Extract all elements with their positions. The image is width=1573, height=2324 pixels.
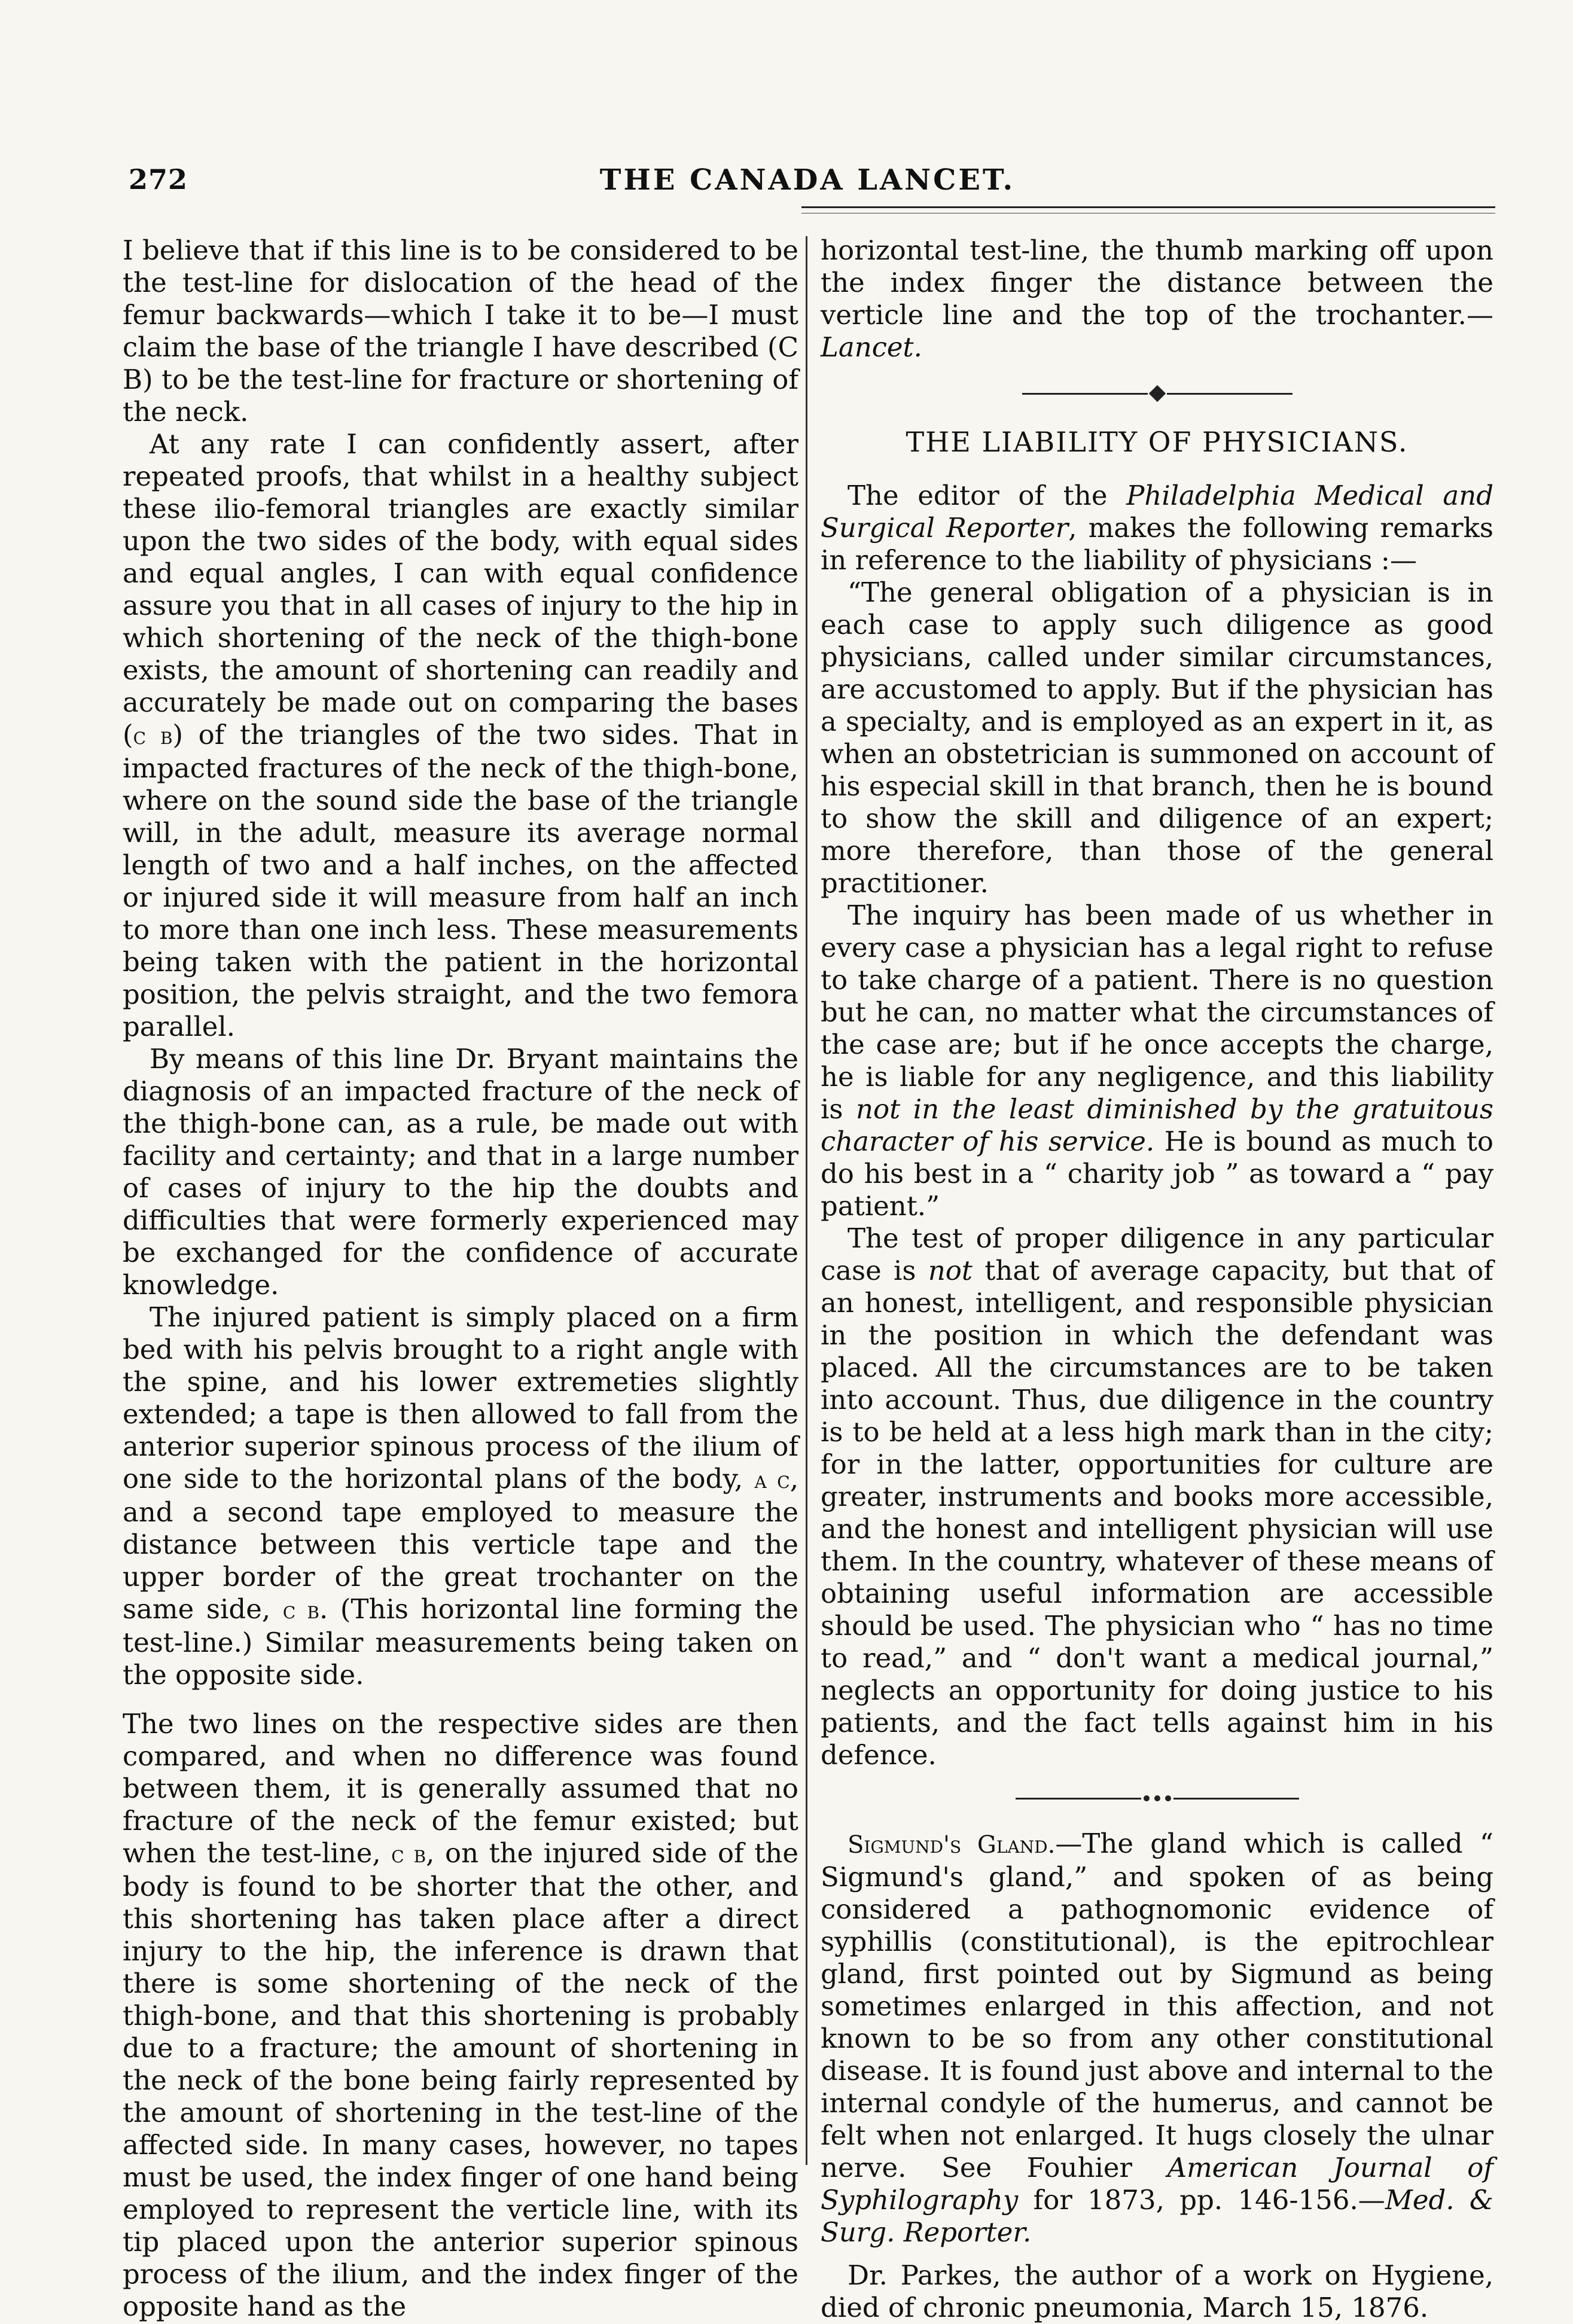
paragraph: Sigmund's Gland.—The gland which is called “ Sigmund's gland,” and spoken of as being considered a pathognomonic evidence of syphillis (constitutional), is the epitrochlear gland, first pointed out by Sigmund as being sometimes enlarged in this affection, and not known to be so from any other constitutional disease. It is found just above and internal to the internal condyle of the humerus, and cannot be felt when not enlarged. It hugs closely the ulnar nerve. See Fouhier American Journal of Syphilography for 1873, pp. 146-156.—Med. & Surg. Reporter. <box>821 1828 1493 2248</box>
journal-title: Philadelphia Medical and Surgical Reporter <box>821 480 1493 544</box>
quotation-paragraph: “The general obligation of a physician is in each case to apply such diligence as good physicians, called under similar circumstances, are accustomed to apply. But if the physician has a specialty, and is employed as an expert in it, as when an obstetrician is summoned on account of his especial skill in that branch, then he is bound to show the skill and diligence of an expert; more therefore, than those of the general practitioner. <box>821 577 1493 899</box>
article-title: Sigmund's Gland. <box>848 1831 1056 1859</box>
paragraph: I believe that if this line is to be considered to be the test-line for dislocation of the head of the femur backwards—which I take it to be—I must claim the base of the triangle I have described (C B) to be the test-line for fracture or shortening of the neck. <box>123 234 798 428</box>
label-cb: c b <box>282 1597 319 1624</box>
label-cb: c b <box>133 722 173 750</box>
label-cb: c b <box>391 1841 426 1868</box>
emphasis: not <box>928 1255 973 1286</box>
paragraph: The inquiry has been made of us whether in every case a physician has a legal right to refuse to take charge of a patient. There is no question but he can, no matter what the circumstances of the case are; but if he once accepts the charge, he is liable for any negligence, and this liability is not in the least diminished by the gratuitous character of his service. He is bound as much to do his best in a “ charity job ” as toward a “ pay patient.” <box>821 899 1493 1222</box>
paragraph: horizontal test-line, the thumb marking off upon the index finger the distance between the verticle line and the top of the trochanter.—Lancet. <box>821 234 1493 363</box>
emphasis: not in the least diminished by the gratuitous character of his service. <box>821 1093 1493 1157</box>
header-rule-thin <box>801 213 1495 214</box>
paragraph: The injured patient is simply placed on a firm bed with his pelvis brought to a right angle with the spine, and his lower extremeties slightly extended; a tape is then allowed to fall from the anterior superior spinous process of the ilium of one side to the horizontal plans of the body, a c, and a second tape employed to measure the distance between this verticle tape and the upper border of the great trochanter on the same side, c b. (This horizontal line forming the test-line.) Similar measurements being taken on the opposite side. <box>123 1301 799 1691</box>
journal-title: American Journal of Syphilography <box>821 2152 1493 2216</box>
header-rule <box>801 206 1495 208</box>
paragraph: Dr. Parkes, the author of a work on Hygiene, died of chronic pneumonia, March 15, 1876. <box>821 2259 1493 2323</box>
source-citation: Med. & Surg. Reporter. <box>821 2184 1493 2248</box>
paragraph: By means of this line Dr. Bryant maintains the diagnosis of an impacted fracture of the neck of the thigh-bone can, as a rule, be made out with facility and certainty; and that in a large number of cases of injury to the hip the doubts and difficulties that were formerly experienced may be exchanged for the confidence of accurate knowledge. <box>123 1043 798 1301</box>
paragraph: At any rate I can confidently assert, after repeated proofs, that whilst in a healthy subject these ilio-femoral triangles are exactly similar upon the two sides of the body, with equal sides and equal angles, I can with equal confidence assure you that in all cases of injury to the hip in which shortening of the neck of the thigh-bone exists, the amount of shortening can readily and accurately be made out on comparing the bases (c b) of the triangles of the two sides. That in impacted fractures of the neck of the thigh-bone, where on the sound side the base of the triangle will, in the adult, measure its average normal length of two and a half inches, on the affected or injured side it will measure from half an inch to more than one inch less. These measurements being taken with the patient in the horizontal position, the pelvis straight, and the two femora parallel. <box>123 428 798 1042</box>
section-ornament <box>821 1795 1493 1801</box>
paragraph: The test of proper diligence in any particular case is not that of average capacity, but that of an honest, intelligent, and responsible physician in the position in which the defendant was placed. All the circumstances are to be taken into account. Thus, due diligence in the country is to be held at a less high mark than in the city; for in the latter, opportunities for culture are greater, instruments and books more accessible, and the honest and intelligent physician will use them. In the country, whatever of these means of obtaining useful information are accessible should be used. The physician who “ has no time to read,” and “ don't want a medical journal,” neglects an opportunity for doing justice to his patients, and the fact tells against him in his defence. <box>821 1222 1493 1771</box>
column-divider <box>806 236 807 2165</box>
section-ornament <box>821 388 1493 399</box>
page-number: 272 <box>129 163 188 196</box>
right-column <box>821 234 1493 2324</box>
running-title: THE CANADA LANCET. <box>599 163 1016 197</box>
source-citation: Lancet. <box>821 331 922 363</box>
left-column <box>123 234 798 2323</box>
section-heading: THE LIABILITY OF PHYSICIANS. <box>906 426 1409 458</box>
label-ac: a c <box>754 1466 790 1494</box>
paragraph: The two lines on the respective sides are then compared, and when no difference was found between them, it is generally assumed that no fracture of the neck of the femur existed; but when the test-line, c b, on the injured side of the body is found to be shorter that the other, and this shortening has taken place after a direct injury to the hip, the inference is drawn that there is some shortening of the neck of the thigh-bone, and that this shortening is probably due to a fracture; the amount of shortening in the neck of the bone being fairly represented by the amount of shortening in the test-line of the affected side. In many cases, however, no tapes must be used, the index finger of one hand being employed to represent the verticle line, with its tip placed upon the anterior superior spinous process of the ilium, and the index finger of the opposite hand as the <box>123 1708 798 2322</box>
paragraph: The editor of the Philadelphia Medical and Surgical Reporter, makes the following remarks in reference to the liability of physicians :— <box>821 480 1494 576</box>
page-header <box>117 158 1498 212</box>
